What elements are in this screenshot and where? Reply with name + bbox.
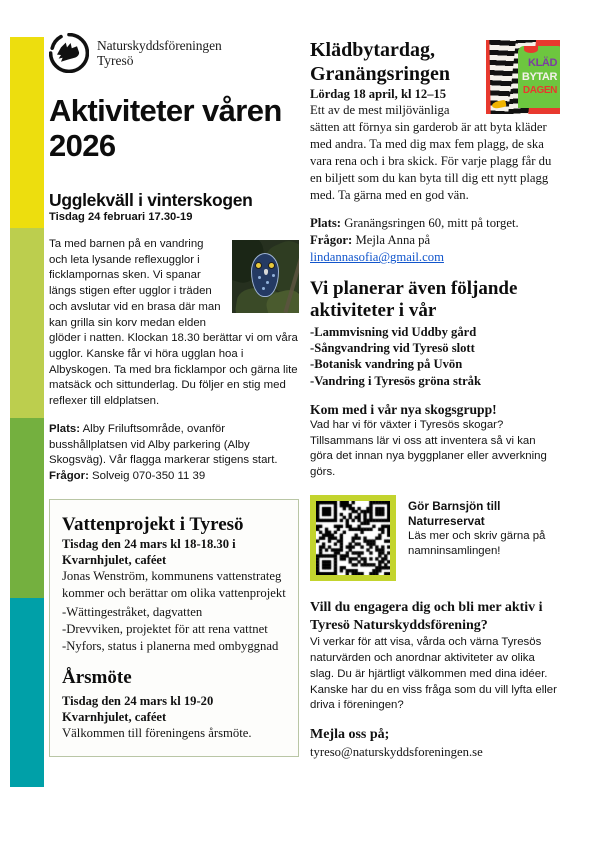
fragor-value: Mejla Anna på [352, 233, 431, 248]
color-bar-segment-teal [10, 598, 44, 787]
article-water-project [49, 499, 299, 757]
clothes-article-heading: Klädbytardag, Granängsringen [310, 39, 451, 85]
qr-code[interactable] [316, 501, 390, 575]
org-name-line-2: Tyresö [97, 53, 134, 68]
annual-meeting-subheading: Tisdag den 24 mars kl 19-20 Kvarnhjulet, caféet [62, 693, 214, 724]
join-heading: Vill du engagera dig och bli mer aktiv i Tyresö Naturskyddsförening? [310, 599, 543, 634]
planned-heading: Vi planerar även följande aktiviteter i vår [310, 278, 518, 322]
article-forest-group [310, 401, 560, 481]
article-planned-activities [310, 278, 560, 389]
owl-fragor-line [49, 469, 299, 485]
org-name-line-1: Naturskyddsföreningen [97, 37, 222, 53]
water-article-body: Jonas Wenström, kommunens vattenstrateg kommer och berättar om olika vattenprojekt [62, 569, 286, 601]
organization-name [97, 38, 222, 68]
fragor-value: Solveig 070-350 11 39 [88, 470, 206, 483]
plats-value: Granängsringen 60, mitt på torget. [341, 216, 519, 231]
forest-group-heading: Kom med i vår nya skogsgrupp! [310, 401, 497, 417]
article-barnsjon-reserve [310, 495, 560, 581]
color-bar-segment-yellow-green [10, 228, 44, 418]
article-owl-evening [49, 190, 299, 485]
owl-eye-left [255, 262, 262, 269]
owl-article-body: Ta med barnen på en vandring och leta lysande reflexugglor i ficklampornas sken. Vi spanar längs stigen efter ugglor i träden och avslutar vid en brasa där man kan grilla sin korv medan elden glöder i natten. Klockan 18.30 berättar vi om våra ugglor. Kanske får vi höra ugglan hoa i Albyskogen. Ta med bra ficklampor och gärna lite matsäck och sittunderlag. Du följer en stig med reflexer till eldplatsen. [49, 237, 298, 408]
fragor-label: Frågor: [310, 233, 353, 248]
barnsjon-heading: Gör Barnsjön till Naturreservat [408, 498, 501, 528]
join-contact-email[interactable]: tyreso@naturskyddsforeningen.se [310, 744, 483, 759]
color-bar-segment-green [10, 418, 44, 598]
poster-word-1: KLÄD [528, 57, 557, 69]
fragor-label: Frågor: [49, 470, 89, 483]
poster-word-3: DAGEN [522, 85, 557, 96]
plats-label: Plats: [310, 216, 342, 231]
right-column [310, 38, 560, 761]
owl-article-heading: Ugglekväll i vinterskogen [49, 189, 253, 210]
qr-code-frame[interactable] [310, 495, 396, 581]
list-item: -Drevviken, projektet för att rena vattnet [62, 621, 268, 636]
owl-article-subheading: Tisdag 24 februari 17.30-19 [49, 211, 193, 224]
kladbytardagen-poster-image [486, 40, 560, 114]
water-article-bullets [62, 604, 286, 655]
article-annual-meeting [62, 667, 286, 742]
color-bar-segment-yellow [10, 37, 44, 228]
join-contact-label: Mejla oss på; [310, 727, 390, 742]
clothes-fragor-line [310, 232, 560, 249]
water-article-subheading: Tisdag den 24 mars kl 18-18.30 i Kvarnhjulet, caféet [62, 536, 236, 568]
poster-shirt-neck [524, 46, 538, 53]
list-item: -Botanisk vandring på Uvön [310, 357, 463, 372]
owl-ornament [251, 253, 279, 297]
decorative-color-bar [10, 37, 44, 787]
owl-speck [266, 281, 269, 284]
list-item: -Sångvandring vid Tyresö slott [310, 341, 475, 356]
owl-plats-line [49, 422, 299, 469]
annual-meeting-heading: Årsmöte [62, 666, 132, 688]
reflex-owl-photo [232, 240, 299, 313]
clothes-article-body: Ett av de mest miljövänliga sätten att förnya sin garderob är att byta kläder med andra. Ta med dig max fem plagg, de ska vara rena och i bra skick. För varje plagg får du en biljett som du kan byta till dig ett nytt plagg med. Ta gärna med en god vän. [310, 103, 552, 202]
article-clothes-swap [310, 38, 560, 266]
join-body: Vi verkar för att visa, vårda och värna Tyresös naturvärden och anordnar aktiviteter av olika slag. Du är hjärtligt välkommen med dina idéer. Kanske har du en viss fråga som du vill lyfta eller driva i föreningen? [310, 636, 557, 712]
annual-meeting-body: Välkommen till föreningens årsmöte. [62, 725, 252, 740]
water-article-heading: Vattenprojekt i Tyresö [62, 513, 244, 535]
list-item: -Lammvisning vid Uddby gård [310, 325, 477, 340]
qr-code-canvas[interactable] [316, 501, 390, 575]
owl-eye-right [268, 262, 275, 269]
anna-email-link[interactable]: lindannasofia@gmail.com [310, 250, 444, 265]
owl-beak [264, 269, 268, 275]
forest-group-body: Vad har vi för växter i Tyresös skogar? Tillsammans lär vi oss att inventera så vi kan göra det innan nya byggplaner eller avverkning görs. [310, 419, 547, 479]
clothes-plats-line [310, 215, 560, 232]
owl-speck [258, 276, 261, 279]
naturskyddsforeningen-lynx-logo-icon [49, 33, 89, 73]
list-item: -Nyfors, status i planerna med ombyggnad [62, 638, 279, 653]
owl-speck [262, 287, 265, 290]
owl-article-details [49, 422, 299, 485]
barnsjon-text-block [408, 495, 560, 560]
plats-label: Plats: [49, 422, 81, 435]
planned-bullets [310, 324, 560, 388]
page-title: Aktiviteter våren 2026 [49, 93, 282, 164]
list-item: -Vandring i Tyresös gröna stråk [310, 373, 481, 388]
article-get-involved [310, 599, 560, 761]
poster-word-2: BYTAR [521, 71, 557, 83]
clothes-article-details [310, 215, 560, 266]
list-item: -Wättingestråket, dagvatten [62, 604, 203, 619]
left-column [49, 33, 299, 757]
plats-value: Alby Friluftsområde, ovanför busshållplatsen vid Alby parkering (Alby Skogsväg). Vår flagga markerar stigens start. [49, 422, 278, 467]
clothes-article-subheading: Lördag 18 april, kl 12–15 [310, 87, 447, 101]
barnsjon-body: Läs mer och skriv gärna på namninsamlingen! [408, 529, 546, 558]
owl-speck [272, 274, 275, 277]
organization-logo [49, 33, 299, 73]
